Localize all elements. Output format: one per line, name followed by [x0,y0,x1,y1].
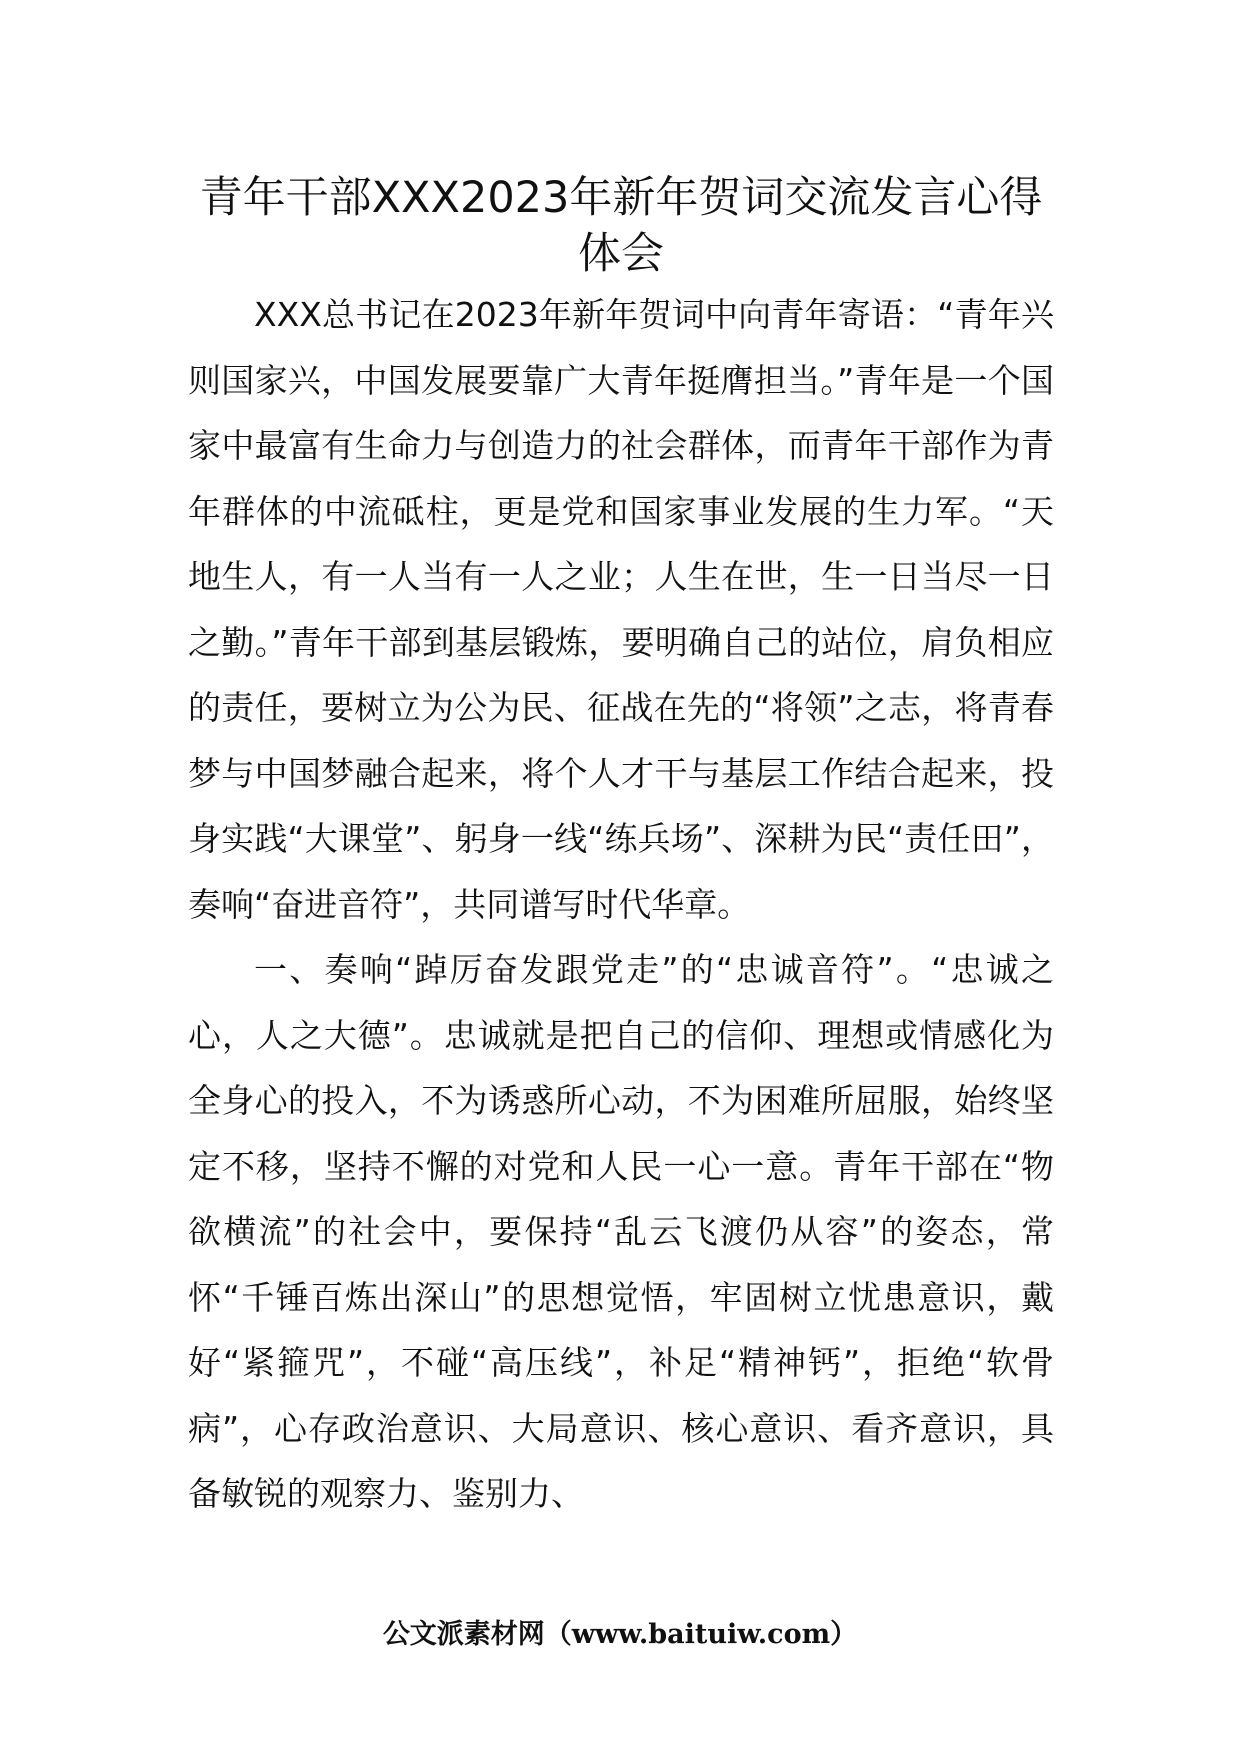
paragraph-section-1: 一、奏响“踔厉奋发跟党走”的“忠诚音符”。“忠诚之心，人之大德”。忠诚就是把自己的信仰、理想或情感化为全身心的投入，不为诱惑所心动，不为困难所屈服，始终坚定不移，坚持不懈的对党和人民一心一意。青年干部在“物欲横流”的社会中，要保持“乱云飞渡仍从容”的姿态，常怀“千锤百炼出深山”的思想觉悟，牢固树立忧患意识，戴好“紧箍咒”，不碰“高压线”，补足“精神钙”，拒绝“软骨病”，心存政治意识、大局意识、核心意识、看齐意识，具备敏锐的观察力、鉴别力、 [188,950,1054,1513]
document-body [188,170,1054,1527]
footer-watermark: 公文派素材网（www.baituiw.com） [382,1619,858,1650]
paragraph-intro: XXX总书记在2023年新年贺词中向青年寄语：“青年兴则国家兴，中国发展要靠广大青年挺膺担当。”青年是一个国家中最富有生命力与创造力的社会群体，而青年干部作为青年群体的中流砥柱，更是党和国家事业发展的生力军。“天地生人，有一人当有一人之业；人生在世，生一日当尽一日之勤。”青年干部到基层锻炼，要明确自己的站位，肩负相应的责任，要树立为公为民、征战在先的“将领”之志，将青春梦与中国梦融合起来，将个人才干与基层工作结合起来，投身实践“大课堂”、躬身一线“练兵场”、深耕为民“责任田”，奏响“奋进音符”，共同谱写时代华章。 [188,295,1054,924]
document-title: 青年干部XXX2023年新年贺词交流发言心得体会 [199,173,1043,279]
